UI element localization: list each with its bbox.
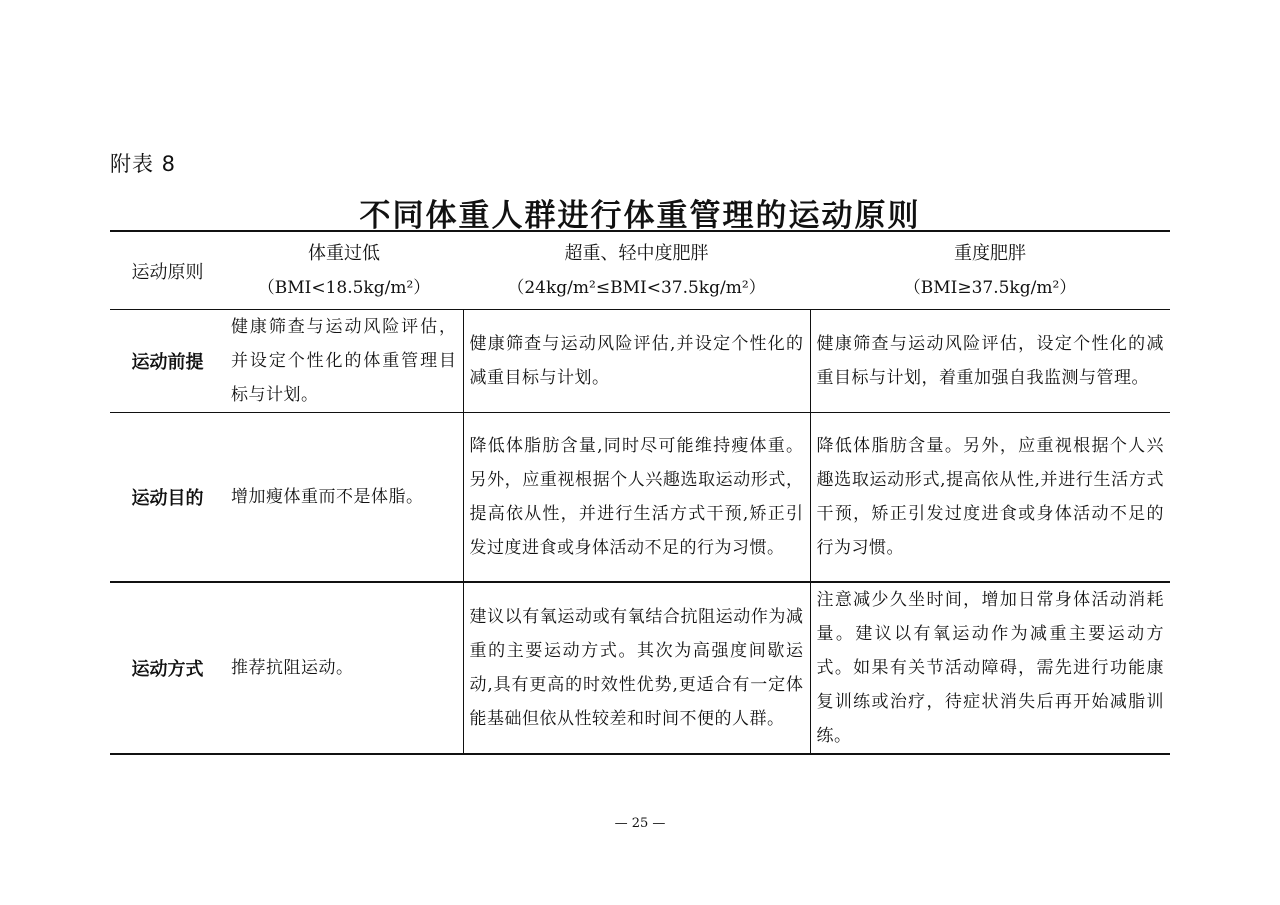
row-label: 运动目的	[110, 413, 225, 583]
row-label: 运动方式	[110, 582, 225, 754]
table-cell: 建议以有氧运动或有氧结合抗阻运动作为减重的主要运动方式。其次为高强度间歇运动,具有更高的时效性优势,更适合有一定体能基础但依从性较差和时间不便的人群。	[463, 582, 810, 754]
column-name: 重度肥胖	[954, 242, 1026, 264]
table-header-row	[110, 231, 1170, 310]
table-cell: 健康筛查与运动风险评估，设定个性化的减重目标与计划，着重加强自我监测与管理。	[810, 310, 1170, 413]
table-cell: 健康筛查与运动风险评估，并设定个性化的体重管理目标与计划。	[225, 310, 463, 413]
table-cell: 增加瘦体重而不是体脂。	[225, 413, 463, 583]
column-range: （BMI<18.5kg/m²）	[257, 277, 431, 298]
table-row	[110, 582, 1170, 754]
table-row	[110, 413, 1170, 583]
table-cell: 降低体脂肪含量。另外，应重视根据个人兴趣选取运动形式,提高依从性,并进行生活方式干预，矫正引发过度进食或身体活动不足的行为习惯。	[810, 413, 1170, 583]
column-range: （24kg/m²≤BMI<37.5kg/m²）	[507, 277, 766, 298]
page-number: — 25 —	[614, 816, 666, 831]
table-cell: 推荐抗阻运动。	[225, 582, 463, 754]
page-title: 不同体重人群进行体重管理的运动原则	[359, 198, 921, 234]
column-name: 体重过低	[308, 242, 380, 264]
exercise-principles-table	[110, 230, 1170, 755]
column-header-severe-obesity	[810, 231, 1170, 310]
appendix-label: 附表 8	[110, 152, 177, 176]
row-label: 运动前提	[110, 310, 225, 413]
column-range: （BMI≥37.5kg/m²）	[903, 277, 1077, 298]
table-cell: 降低体脂肪含量,同时尽可能维持瘦体重。另外，应重视根据个人兴趣选取运动形式，提高依从性，并进行生活方式干预,矫正引发过度进食或身体活动不足的行为习惯。	[463, 413, 810, 583]
column-header-overweight	[463, 231, 810, 310]
table-cell: 健康筛查与运动风险评估,并设定个性化的减重目标与计划。	[463, 310, 810, 413]
column-name: 超重、轻中度肥胖	[564, 242, 709, 264]
column-header-underweight	[225, 231, 463, 310]
table-row	[110, 310, 1170, 413]
table-cell: 注意减少久坐时间，增加日常身体活动消耗量。建议以有氧运动作为减重主要运动方式。如果有关节活动障碍，需先进行功能康复训练或治疗，待症状消失后再开始减脂训练。	[810, 582, 1170, 754]
header-row-label: 运动原则	[110, 231, 225, 310]
